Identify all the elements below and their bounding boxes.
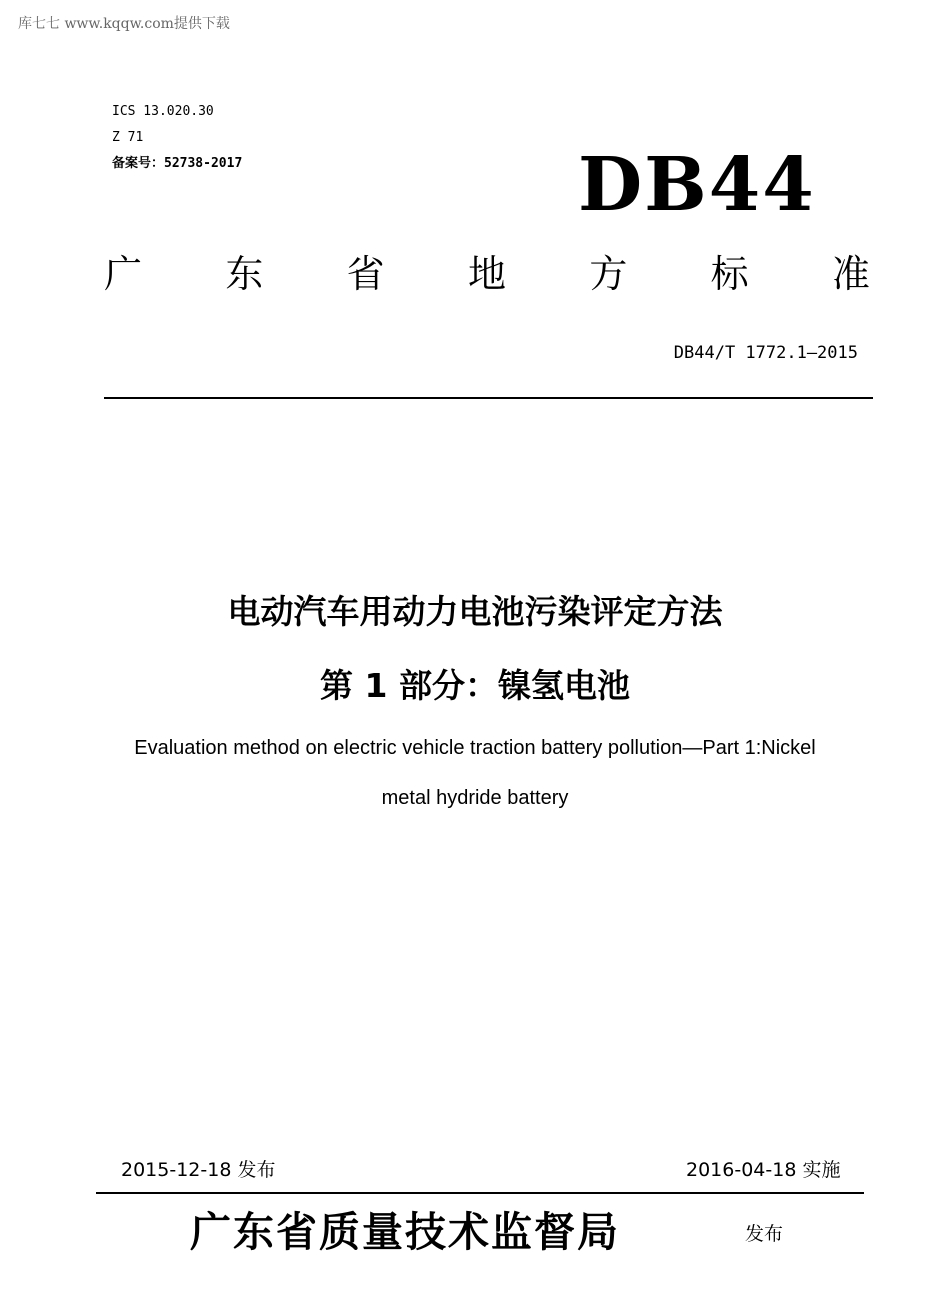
standard-type-char: 地 — [467, 252, 506, 296]
ccs-code: Z 71 — [112, 130, 144, 145]
standard-type-heading — [104, 246, 870, 302]
title-cn-part: 第 1 部分：镍氢电池 — [320, 666, 630, 705]
standard-type-char: 省 — [346, 252, 385, 296]
publisher-name: 广东省质量技术监督局 — [190, 1208, 620, 1256]
footer-divider — [96, 1192, 864, 1194]
title-en-line1: Evaluation method on electric vehicle traction battery pollution—Part 1:Nickel — [134, 737, 816, 759]
title-cn-main: 电动汽车用动力电池污染评定方法 — [227, 592, 723, 631]
filing-number: 备案号：52738-2017 — [112, 156, 243, 171]
standard-type-char: 方 — [589, 252, 628, 296]
issue-date: 2015-12-18 发布 — [121, 1159, 276, 1181]
standard-type-char: 东 — [225, 252, 264, 296]
standard-type-char: 标 — [710, 252, 749, 296]
standard-code-logo: DB44 — [578, 142, 816, 228]
title-en-line2: metal hydride battery — [381, 787, 569, 809]
publish-label: 发布 — [745, 1223, 784, 1245]
header-divider — [104, 397, 873, 399]
standard-type-char: 准 — [831, 252, 870, 296]
standard-type-char: 广 — [104, 252, 143, 296]
ics-code: ICS 13.020.30 — [112, 104, 214, 119]
download-watermark: 库七七 www.kqqw.com提供下载 — [18, 16, 230, 32]
implementation-date: 2016-04-18 实施 — [686, 1159, 841, 1181]
standard-number: DB44/T 1772.1—2015 — [673, 343, 858, 363]
